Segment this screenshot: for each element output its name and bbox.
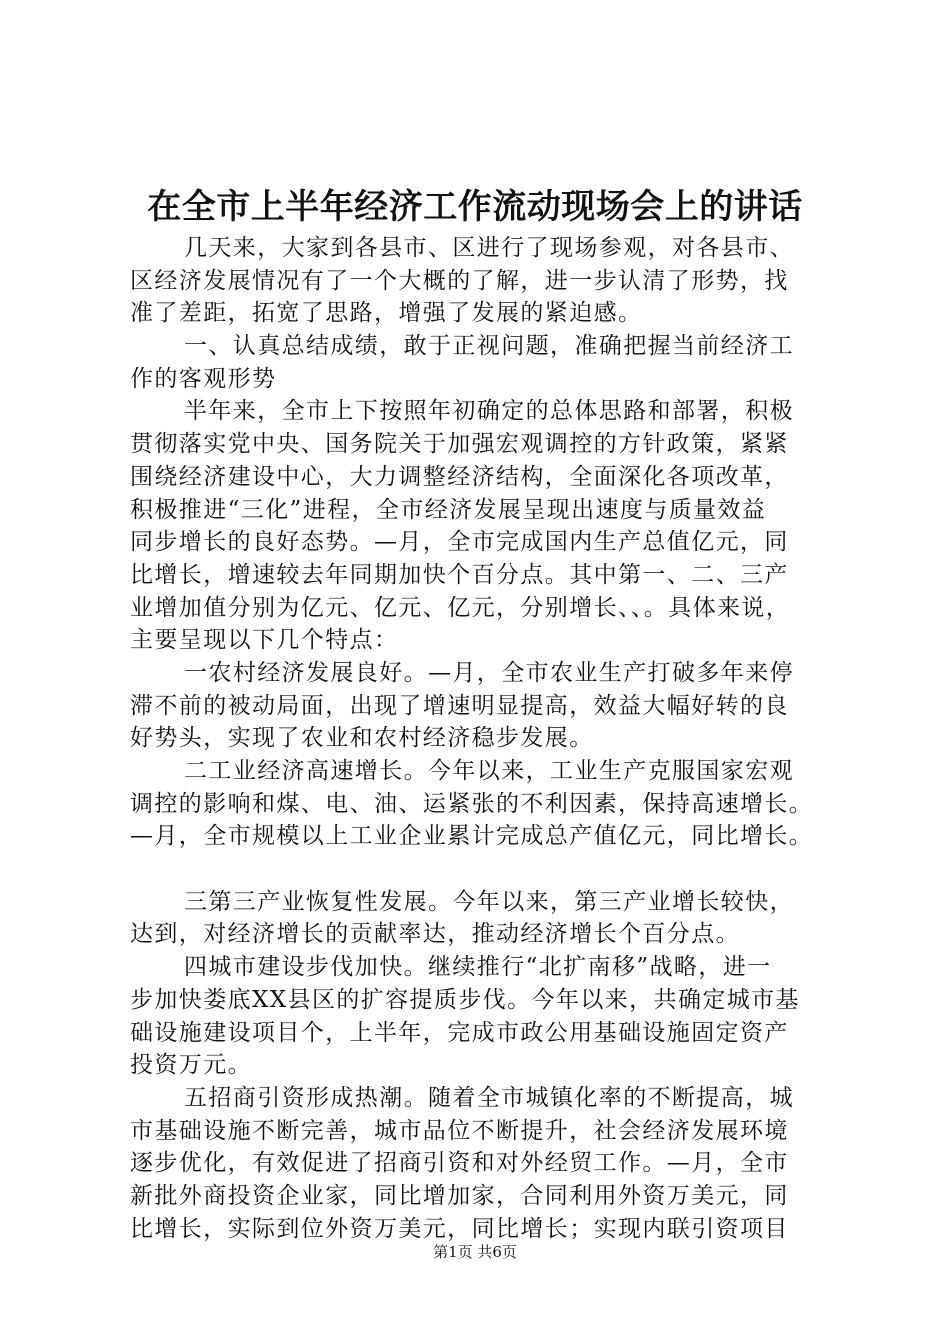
document-body	[130, 232, 830, 1245]
blank-line	[130, 853, 830, 886]
text-line: 四城市建设步伐加快。继续推行“北扩南移”战略，进一	[184, 954, 772, 981]
text-line: 几天来，大家到各县市、区进行了现场参观，对各县市、	[184, 235, 794, 261]
text-line: 调控的影响和煤、电、油、运紧张的不利因素，保持高速增长。	[130, 790, 814, 817]
page-number-footer: 第1页 共6页	[433, 1243, 517, 1261]
text-line: 积极推进“三化”进程，全市经济发展呈现出速度与质量效益	[130, 496, 767, 523]
text-line: 二工业经济高速增长。今年以来，工业生产克服国家宏观	[184, 758, 794, 784]
document-title: 在全市上半年经济工作流动现场会上的讲话	[147, 187, 803, 227]
text-line: 主要呈现以下几个特点：	[130, 627, 399, 654]
text-line: 新批外商投资企业家，同比增加家，合同利用外资万美元，同	[130, 1182, 789, 1209]
section-heading-line: 作的客观形势	[130, 365, 277, 392]
text-line: 五招商引资形成热潮。随着全市城镇化率的不断提高，城	[184, 1084, 794, 1111]
text-line: 准了差距，拓宽了思路，增强了发展的紧迫感。	[130, 300, 643, 327]
text-line: 比增长，增速较去年同期加快个百分点。其中第一、二、三产	[130, 561, 789, 588]
section-heading-line: 一、认真总结成绩，敢于正视问题，准确把握当前经济工	[184, 333, 794, 360]
text-line: 投资万元。	[130, 1052, 252, 1079]
text-line: 比增长，实际到位外资万美元，同比增长；实现内联引资项目	[130, 1215, 789, 1242]
text-line: 好势头，实现了农业和农村经济稳步发展。	[130, 725, 594, 752]
text-line: 达到，对经济增长的贡献率达，推动经济增长个百分点。	[130, 921, 740, 948]
text-line: 础设施建设项目个，上半年，完成市政公用基础设施固定资产	[130, 1019, 789, 1046]
text-line: 同步增长的良好态势。—月，全市完成国内生产总值亿元，同	[130, 529, 789, 556]
text-line: 步加快娄底XX县区的扩容提质步伐。今年以来，共确定城市基	[130, 986, 800, 1013]
text-line: 滞不前的被动局面，出现了增速明显提高，效益大幅好转的良	[130, 692, 789, 719]
text-line: 逐步优化，有效促进了招商引资和对外经贸工作。—月，全市	[130, 1150, 789, 1177]
text-line: 业增加值分别为亿元、亿元、亿元，分别增长、、。具体来说，	[130, 594, 791, 621]
text-line: 一农村经济发展良好。—月，全市农业生产打破多年来停	[184, 659, 794, 686]
text-line: 三第三产业恢复性发展。今年以来，第三产业增长较快，	[184, 888, 794, 915]
text-line: —月，全市规模以上工业企业累计完成总产值亿元，同比增长。	[130, 823, 814, 850]
text-line: 半年来，全市上下按照年初确定的总体思路和部署，积极	[184, 398, 794, 425]
text-line: 贯彻落实党中央、国务院关于加强宏观调控的方针政策，紧紧	[130, 431, 789, 458]
text-line: 市基础设施不断完善，城市品位不断提升，社会经济发展环境	[130, 1117, 789, 1144]
text-line: 区经济发展情况有了一个大概的了解，进一步认清了形势，找	[130, 267, 789, 294]
text-line: 围绕经济建设中心，大力调整经济结构，全面深化各项改革，	[130, 463, 789, 490]
